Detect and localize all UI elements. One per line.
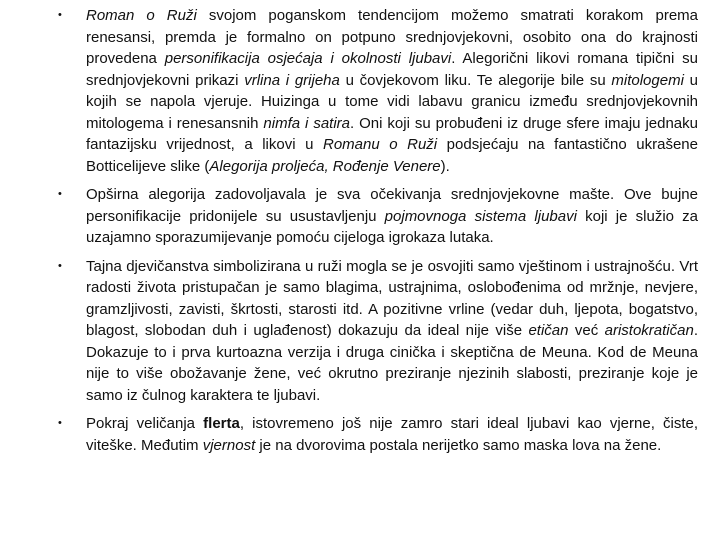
paragraph-text: [86, 7, 698, 175]
italic-run: pojmovnoga sistema: [384, 207, 527, 225]
text-run: već: [568, 322, 605, 339]
text-run: . Dokazuje to i prva kurtoazna verzija i druga cinička i skeptična de Meuna. Kod de Meuna nije to više obožavanje žene, već okrutno preziranje njezinih slabosti, preziranje koje je samo iz čulnog karaktera te ljubavi.: [86, 322, 698, 404]
italic-run: nimfa i satira: [263, 114, 350, 132]
italic-run: ljubavi: [534, 207, 577, 225]
bullet-item: [58, 5, 698, 177]
italic-run: Alegorija proljeća, Rođenje Venere: [209, 157, 441, 175]
bullet-icon: •: [58, 9, 62, 21]
text-run: Tajna djevičanstva simbolizirana u ruži mogla se je osvojiti samo vještinom i ustrajnošću. Vrt radosti života pristupačan je samo blagima, ustrajnima, oslobođenima od mržnje, nevjere, gramzljivosti, zavisti, škrtosti, starosti itd. A pozitivne vrline (vedar duh, ljepota, bogatstvo, blagost, slobodan duh i uglađenost) dokazuju da ideal nije više: [86, 257, 698, 339]
italic-run: Romanu o Ruži: [323, 136, 438, 153]
bullet-icon: •: [58, 259, 62, 272]
bullet-item: [58, 256, 698, 407]
text-run: u čovjekovom liku. Te alegorije bile su: [339, 71, 612, 89]
bullet-icon: •: [58, 417, 62, 429]
paragraph-text: [86, 186, 698, 246]
italic-run: etičan: [528, 322, 569, 339]
text-run: Opširna alegorija zadovoljavala je sva očekivanja srednjovjekovne mašte. Ove bujne personifikacije pridonijele su usustavljenju: [86, 186, 698, 225]
text-run: ).: [440, 157, 450, 175]
bold-run: flerta: [203, 415, 240, 432]
text-run: je na dvorovima postala nerijetko samo maska lova na žene.: [255, 436, 662, 454]
italic-run: aristokratičan: [604, 322, 694, 339]
italic-run: vrlina i grijeha: [244, 71, 340, 89]
text-run: . Alegorični likovi romana tipični su srednjovjekovni prikazi: [86, 50, 698, 89]
text-run: koji je služio za uzajamno sporazumijevanje pomoću cijeloga igrokaza lutaka.: [86, 207, 699, 246]
text-run: . Oni koji su probuđeni iz druge sfere imaju jednaku fantazijsku vrijednost, a likovi u: [86, 114, 698, 153]
italic-run: Roman o Ruži: [86, 7, 197, 24]
text-run: podsjećaju na fantastično ukrašene Botticelijeve slike (: [86, 136, 698, 175]
bullet-list: [58, 5, 698, 456]
italic-run: vjernost: [202, 436, 256, 454]
text-run: svojom poganskom tendencijom možemo smatrati korakom prema renesansi, premda je formalno on potpuno srednjovjekovni, osobito ona do krajnosti provedena: [86, 7, 698, 67]
italic-run: mitologemi: [611, 71, 684, 89]
text-run: u kojih se napola vjeruje. Huizinga u tome vidi labavu granicu između srednjovjekovnih mitologema i renesansnih: [86, 71, 698, 132]
paragraph-text: [86, 415, 698, 454]
text-run: , istovremeno još nije zamro stari ideal ljubavi kao vjerne, čiste, viteške. Međutim: [86, 415, 699, 454]
bullet-item: [58, 184, 698, 249]
text-run: Pokraj veličanja: [86, 415, 204, 432]
paragraph-text: [86, 258, 698, 404]
bullet-icon: •: [58, 188, 62, 200]
italic-run: personifikacija osjećaja i okolnosti ljubavi: [164, 50, 452, 67]
bullet-item: [58, 413, 698, 456]
